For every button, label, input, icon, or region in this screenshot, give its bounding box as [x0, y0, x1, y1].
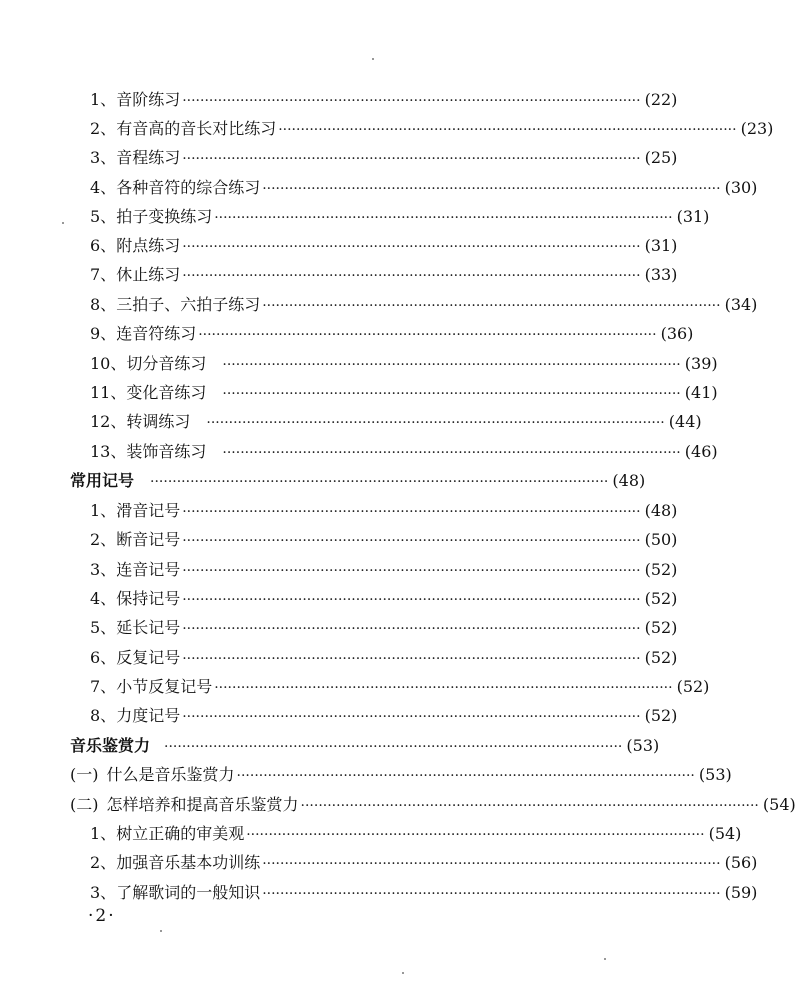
entry-title: 树立正确的审美观 — [116, 824, 245, 843]
entry-number: 8、 — [90, 706, 117, 725]
toc-entry — [90, 438, 718, 466]
toc-entry — [90, 526, 678, 554]
entry-number: 3、 — [90, 883, 117, 902]
dot-leader: ······································································································· — [182, 533, 641, 549]
entry-number: 12、 — [90, 412, 127, 431]
scan-speck — [372, 58, 374, 60]
toc-entry — [90, 556, 678, 584]
toc-entry — [90, 673, 710, 701]
dot-leader: ······································································································· — [246, 827, 705, 843]
toc-entry — [90, 614, 678, 642]
dot-leader: ······································································································· — [214, 210, 673, 226]
entry-number: 6、 — [90, 236, 117, 255]
toc-entry — [90, 702, 678, 730]
entry-page-number: (31) — [644, 236, 678, 255]
toc-entry — [90, 232, 678, 260]
entry-title: 了解歌词的一般知识 — [116, 883, 261, 902]
entry-page-number: (41) — [684, 383, 718, 402]
entry-page-number: (52) — [644, 560, 678, 579]
entry-page-number: (33) — [644, 265, 678, 284]
toc-entry — [90, 497, 678, 525]
dot-leader: ······································································································· — [182, 268, 641, 284]
entry-title: 有音高的音长对比练习 — [116, 119, 277, 138]
entry-title: 小节反复记号 — [116, 677, 213, 696]
entry-number: 5、 — [90, 618, 117, 637]
toc-entry — [90, 820, 742, 848]
entry-title: 附点练习 — [116, 236, 181, 255]
entry-title: 切分音练习 — [126, 354, 207, 373]
toc-entry — [90, 585, 678, 613]
entry-number: 2、 — [90, 530, 117, 549]
dot-leader: ······································································································· — [262, 181, 721, 197]
entry-title: 转调练习 — [126, 412, 191, 431]
entry-title: 断音记号 — [116, 530, 181, 549]
entry-page-number: (46) — [684, 442, 718, 461]
entry-number: 1、 — [90, 90, 117, 109]
entry-title: 滑音记号 — [116, 501, 181, 520]
entry-number: 1、 — [90, 824, 117, 843]
entry-page-number: (54) — [708, 824, 742, 843]
dot-leader: ······································································································· — [198, 327, 657, 343]
entry-page-number: (50) — [644, 530, 678, 549]
entry-title: 音乐鉴赏力 — [70, 736, 151, 755]
toc-entry — [90, 320, 694, 348]
entry-page-number: (36) — [660, 324, 694, 343]
entry-page-number: (56) — [724, 853, 758, 872]
entry-title: 连音符练习 — [116, 324, 197, 343]
entry-number: 13、 — [90, 442, 127, 461]
entry-title: 延长记号 — [116, 618, 181, 637]
toc-entry — [90, 86, 678, 114]
entry-number: (二) — [70, 795, 99, 814]
dot-leader: ······································································································· — [182, 563, 641, 579]
scan-speck — [402, 972, 404, 974]
entry-page-number: (52) — [644, 618, 678, 637]
entry-title: 常用记号 — [70, 471, 135, 490]
toc-entry — [90, 379, 718, 407]
entry-page-number: (59) — [724, 883, 758, 902]
entry-number: 4、 — [90, 589, 117, 608]
toc-section-heading — [70, 467, 646, 495]
entry-page-number: (53) — [698, 765, 732, 784]
dot-leader: ······································································································· — [182, 709, 641, 725]
dot-leader: ······································································································· — [182, 504, 641, 520]
scan-speck — [604, 958, 606, 960]
entry-number: 8、 — [90, 295, 117, 314]
entry-title: 变化音练习 — [126, 383, 207, 402]
entry-title: 怎样培养和提高音乐鉴赏力 — [106, 795, 299, 814]
entry-page-number: (48) — [612, 471, 646, 490]
toc-entry — [90, 261, 678, 289]
entry-title: 什么是音乐鉴赏力 — [106, 765, 235, 784]
toc-entry — [70, 761, 732, 789]
entry-title: 音阶练习 — [116, 90, 181, 109]
entry-page-number: (53) — [626, 736, 660, 755]
toc-entry — [90, 115, 774, 143]
entry-number: 10、 — [90, 354, 127, 373]
entry-title: 保持记号 — [116, 589, 181, 608]
entry-number: 7、 — [90, 677, 117, 696]
entry-number: 3、 — [90, 560, 117, 579]
toc-entry — [70, 791, 796, 819]
entry-title: 音程练习 — [116, 148, 181, 167]
toc-entry — [90, 849, 758, 877]
entry-page-number: (52) — [676, 677, 710, 696]
dot-leader: ······································································································· — [150, 474, 609, 490]
entry-number: 4、 — [90, 178, 117, 197]
toc-entry — [90, 144, 678, 172]
entry-title: 休止练习 — [116, 265, 181, 284]
dot-leader: ······································································································· — [222, 386, 681, 402]
entry-title: 力度记号 — [116, 706, 181, 725]
entry-number: 1、 — [90, 501, 117, 520]
entry-page-number: (30) — [724, 178, 758, 197]
dot-leader: ······································································································· — [222, 445, 681, 461]
dot-leader: ······································································································· — [300, 798, 759, 814]
entry-number: 2、 — [90, 119, 117, 138]
entry-page-number: (52) — [644, 706, 678, 725]
toc-entry — [90, 408, 702, 436]
entry-title: 三拍子、六拍子练习 — [116, 295, 261, 314]
toc-entry — [90, 291, 758, 319]
dot-leader: ······································································································· — [182, 151, 641, 167]
entry-title: 各种音符的综合练习 — [116, 178, 261, 197]
entry-number: 6、 — [90, 648, 117, 667]
scan-speck — [62, 222, 64, 224]
dot-leader: ······································································································· — [182, 239, 641, 255]
entry-number: 11、 — [90, 383, 127, 402]
toc-section-heading — [70, 732, 660, 760]
entry-page-number: (34) — [724, 295, 758, 314]
dot-leader: ······································································································· — [182, 592, 641, 608]
entry-title: 装饰音练习 — [126, 442, 207, 461]
dot-leader: ······································································································· — [262, 886, 721, 902]
entry-page-number: (44) — [668, 412, 702, 431]
entry-page-number: (39) — [684, 354, 718, 373]
entry-page-number: (25) — [644, 148, 678, 167]
entry-number: (一) — [70, 765, 99, 784]
entry-page-number: (48) — [644, 501, 678, 520]
toc-entry — [90, 174, 758, 202]
entry-page-number: (22) — [644, 90, 678, 109]
dot-leader: ······································································································· — [214, 680, 673, 696]
entry-number: 2、 — [90, 853, 117, 872]
dot-leader: ······································································································· — [262, 856, 721, 872]
dot-leader: ······································································································· — [164, 739, 623, 755]
dot-leader: ······································································································· — [278, 122, 737, 138]
dot-leader: ······································································································· — [182, 651, 641, 667]
entry-number: 5、 — [90, 207, 117, 226]
dot-leader: ······································································································· — [182, 93, 641, 109]
toc-entry — [90, 644, 678, 672]
dot-leader: ······································································································· — [222, 357, 681, 373]
entry-title: 反复记号 — [116, 648, 181, 667]
entry-title: 加强音乐基本功训练 — [116, 853, 261, 872]
entry-page-number: (31) — [676, 207, 710, 226]
entry-number: 9、 — [90, 324, 117, 343]
toc-entry — [90, 879, 758, 907]
entry-page-number: (52) — [644, 589, 678, 608]
entry-title: 拍子变换练习 — [116, 207, 213, 226]
entry-page-number: (54) — [762, 795, 796, 814]
page-number-footer: ·2· — [88, 906, 116, 926]
dot-leader: ······································································································· — [236, 768, 695, 784]
entry-page-number: (52) — [644, 648, 678, 667]
dot-leader: ······································································································· — [262, 298, 721, 314]
entry-number: 3、 — [90, 148, 117, 167]
entry-page-number: (23) — [740, 119, 774, 138]
dot-leader: ······································································································· — [206, 415, 665, 431]
dot-leader: ······································································································· — [182, 621, 641, 637]
toc-entry — [90, 203, 710, 231]
toc-entry — [90, 350, 718, 378]
scan-speck — [160, 930, 162, 932]
entry-number: 7、 — [90, 265, 117, 284]
entry-title: 连音记号 — [116, 560, 181, 579]
